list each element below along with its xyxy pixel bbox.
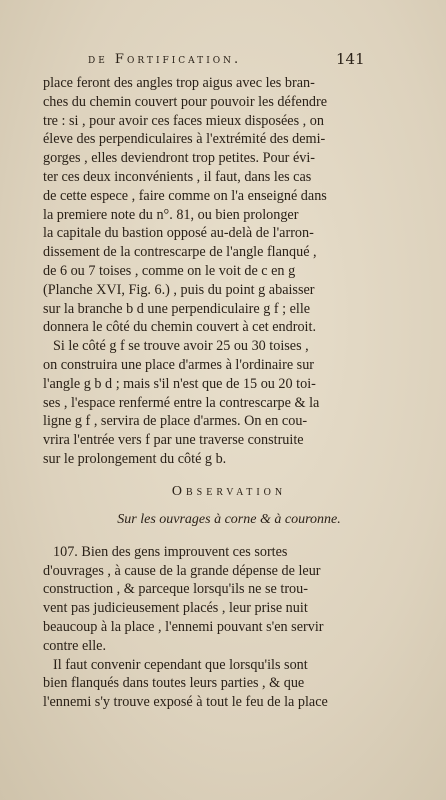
page-header xyxy=(0,52,446,76)
paragraph-2 xyxy=(43,337,415,469)
running-head: de Fortification. xyxy=(88,52,242,67)
text-line: vent pas judicieusement placés , leur prise nuit xyxy=(43,600,308,617)
section-subheading: Sur les ouvrages à corne & à couronne. xyxy=(117,511,341,527)
text-line: sur le prolongement du côté g b. xyxy=(43,450,227,467)
text-line: vrira l'entrée vers f par une traverse construite xyxy=(43,432,304,449)
text-line: (Planche XVI, Fig. 6.) , puis du point g abaisser xyxy=(43,281,315,298)
paragraph-1 xyxy=(43,74,415,337)
text-line: place feront des angles trop aigus avec les bran- xyxy=(43,75,315,91)
paragraph-4 xyxy=(43,656,415,712)
text-line: la capitale du bastion opposé au-delà de l'arron- xyxy=(43,225,314,242)
text-line: 107. Bien des gens improuvent ces sortes xyxy=(53,543,288,560)
text-line: ligne g f , servira de place d'armes. On en cou- xyxy=(43,413,308,430)
text-line: éleve des perpendiculaires à l'extrémité des demi- xyxy=(43,131,326,148)
text-line: Si le côté g f se trouve avoir 25 ou 30 toises , xyxy=(53,338,309,355)
text-line: de 6 ou 7 toises , comme on le voit de c en g xyxy=(43,262,296,279)
text-line: ches du chemin couvert pour pouvoir les défendre xyxy=(43,93,328,110)
text-line: la premiere note du n°. 81, ou bien prolonger xyxy=(43,206,299,223)
text-line: sur la branche b d une perpendiculaire g f ; elle xyxy=(43,300,311,317)
text-line: beaucoup à la place , l'ennemi pouvant s'en servir xyxy=(43,618,324,635)
page-number: 141 xyxy=(336,50,365,68)
text-line: l'angle g b d ; mais s'il n'est que de 15 ou 20 toi- xyxy=(43,375,316,392)
text-line: on construira une place d'armes à l'ordinaire sur xyxy=(43,356,315,373)
text-line: Il faut convenir cependant que lorsqu'ils sont xyxy=(53,656,308,673)
text-line: d'ouvrages , à cause de la grande dépense de leur xyxy=(43,562,321,579)
text-line: construction , & parceque lorsqu'ils ne se trou- xyxy=(43,581,308,598)
body-text xyxy=(43,74,415,712)
text-line: dissement de la contrescarpe de l'angle flanqué , xyxy=(43,244,317,261)
text-line: gorges , elles deviendront trop petites. Pour évi- xyxy=(43,150,316,167)
text-line: tre : si , pour avoir ces faces mieux disposées , on xyxy=(43,112,324,129)
text-line: ses , l'espace renfermé entre la contrescarpe & la xyxy=(43,394,320,411)
text-line: ter ces deux inconvénients , il faut, dans les cas xyxy=(43,168,312,185)
text-line: contre elle. xyxy=(43,637,107,654)
text-line: bien flanqués dans toutes leurs parties , & que xyxy=(43,675,305,692)
section-heading: Observation xyxy=(171,483,287,499)
paragraph-3 xyxy=(43,543,415,656)
text-line: l'ennemi s'y trouve exposé à tout le feu de la place xyxy=(43,694,328,711)
text-line: donnera le côté du chemin couvert à cet endroit. xyxy=(43,319,316,336)
text-line: de cette espece , faire comme on l'a enseigné dans xyxy=(43,187,327,204)
